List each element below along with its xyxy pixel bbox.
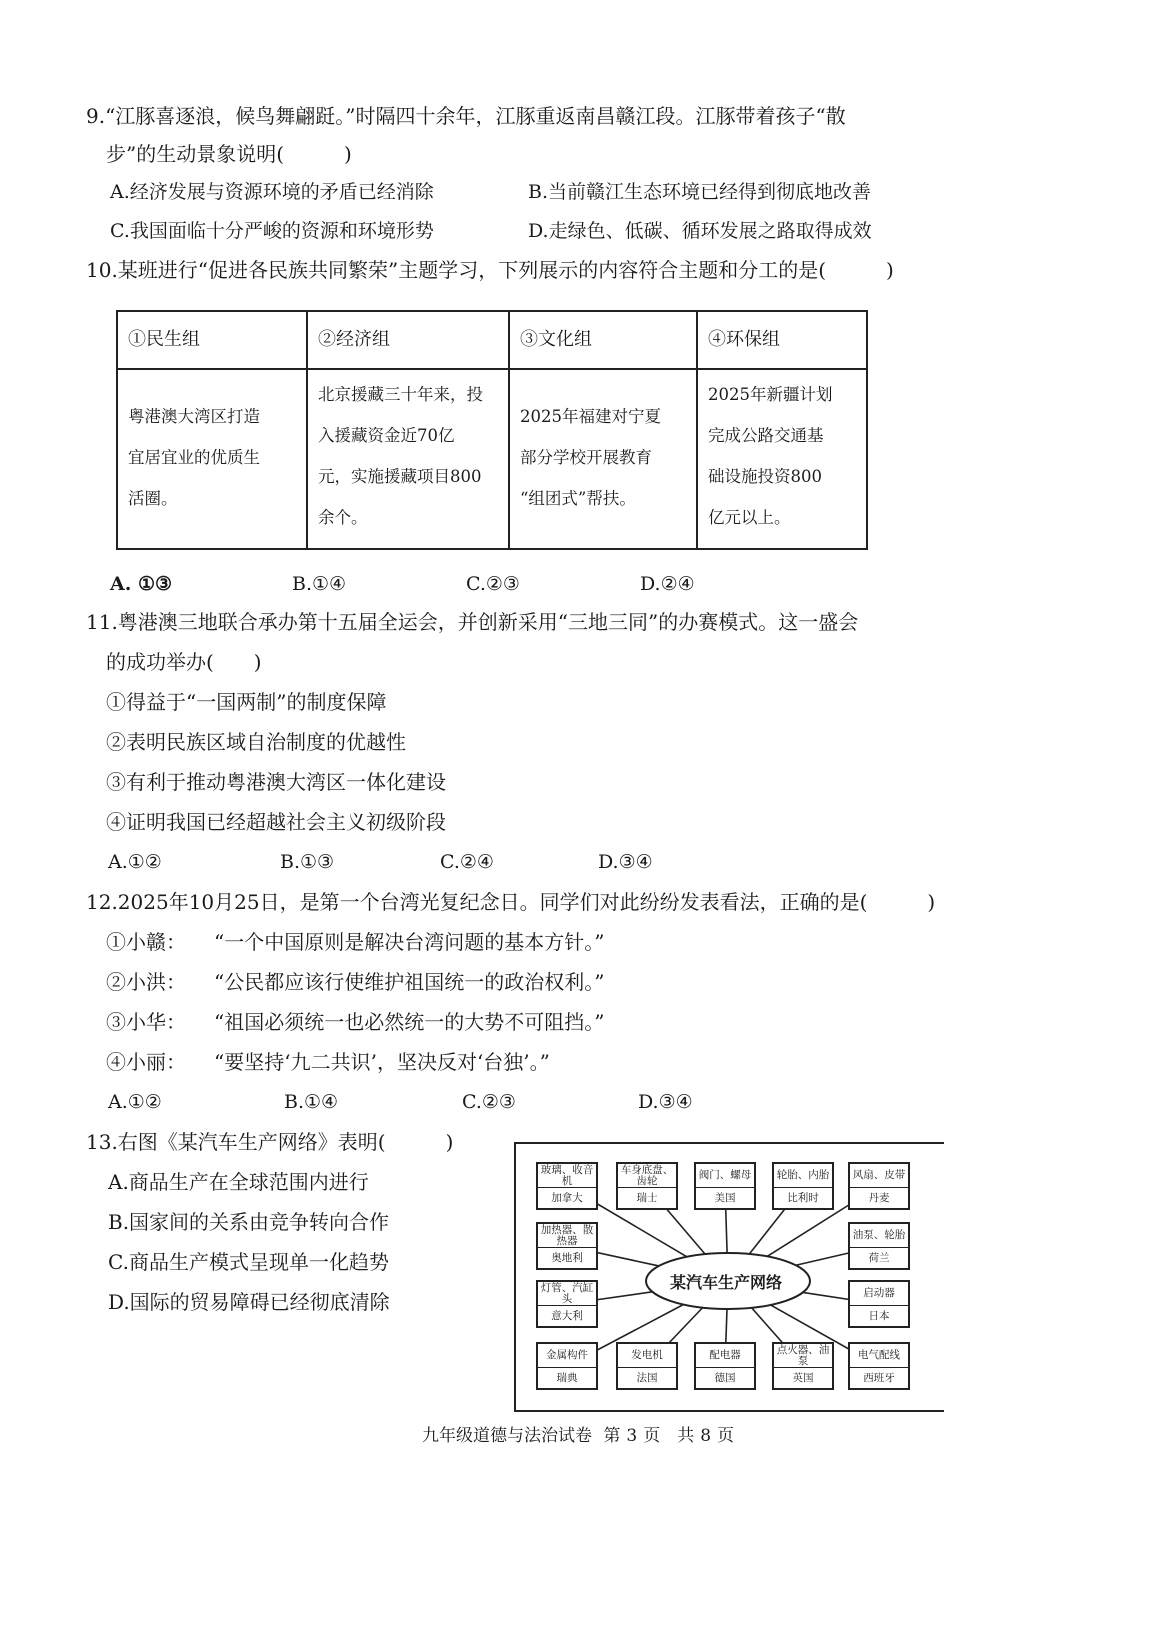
network-node-part: 配电器 bbox=[696, 1344, 754, 1368]
table-header-divider bbox=[118, 368, 866, 370]
network-node bbox=[772, 1162, 834, 1210]
network-node bbox=[848, 1280, 910, 1328]
q11-stem-line2: 的成功举办( ) bbox=[106, 650, 262, 674]
table-cell-culture: 2025年福建对宁夏 部分学校开展教育 “组团式”帮扶。 bbox=[520, 407, 661, 508]
q10-table bbox=[116, 310, 868, 550]
q12-option-a: A.①② bbox=[108, 1091, 162, 1113]
network-node bbox=[536, 1162, 598, 1210]
q9-stem-line1: 9.“江豚喜逐浪，候鸟舞翩跹。”时隔四十余年，江豚重返南昌赣江段。江豚带着孩子“散 bbox=[86, 104, 846, 128]
network-node bbox=[616, 1342, 678, 1390]
footer-title: 九年级道德与法治试卷 bbox=[421, 1426, 592, 1446]
network-node bbox=[536, 1222, 598, 1270]
network-node-country: 瑞士 bbox=[636, 1192, 658, 1204]
q11-option-d: D.③④ bbox=[598, 851, 653, 873]
q11-option-c: C.②④ bbox=[440, 851, 494, 873]
q13-option-b: B.国家间的关系由竞争转向合作 bbox=[108, 1210, 390, 1234]
table-header-environment: ④环保组 bbox=[708, 329, 780, 350]
footer-page-total: 8 bbox=[700, 1426, 712, 1446]
footer-page-number: 3 bbox=[626, 1426, 638, 1446]
network-node bbox=[848, 1222, 910, 1270]
q13-option-d: D.国际的贸易障碍已经彻底清除 bbox=[108, 1290, 390, 1314]
network-node-country: 荷兰 bbox=[868, 1252, 890, 1264]
network-node-country: 日本 bbox=[868, 1310, 890, 1322]
network-node-part: 阀门、螺母 bbox=[696, 1164, 754, 1188]
q12-speaker-1: ①小赣： bbox=[106, 930, 186, 954]
q12-statement-4: “要坚持‘九二共识’，坚决反对‘台独’。” bbox=[214, 1050, 550, 1074]
q12-speaker-3: ③小华： bbox=[106, 1010, 186, 1034]
q10-option-d: D.②④ bbox=[640, 573, 695, 595]
footer-page-mid: 页 共 bbox=[643, 1426, 695, 1446]
q13-stem: 13.右图《某汽车生产网络》表明( ) bbox=[86, 1130, 454, 1154]
q13-option-a: A.商品生产在全球范围内进行 bbox=[108, 1170, 369, 1194]
table-cell-livelihood: 粤港澳大湾区打造 宜居宜业的优质生 活圈。 bbox=[128, 407, 260, 508]
production-network-diagram bbox=[514, 1142, 944, 1412]
network-node-country: 比利时 bbox=[787, 1192, 819, 1204]
q12-stem: 12.2025年10月25日，是第一个台湾光复纪念日。同学们对此纷纷发表看法，正确的是( ) bbox=[86, 890, 936, 914]
q9-option-b: B.当前赣江生态环境已经得到彻底地改善 bbox=[528, 181, 872, 203]
q12-option-d: D.③④ bbox=[638, 1091, 693, 1113]
network-node-part: 车身底盘、齿轮 bbox=[618, 1164, 676, 1188]
network-node bbox=[694, 1162, 756, 1210]
network-node bbox=[848, 1162, 910, 1210]
network-node-country: 法国 bbox=[636, 1372, 658, 1384]
network-node-part: 点火器、油泵 bbox=[774, 1344, 832, 1368]
network-node-country: 英国 bbox=[792, 1372, 814, 1384]
footer-page-suffix: 页 bbox=[717, 1426, 735, 1446]
network-node-part: 发电机 bbox=[618, 1344, 676, 1368]
footer-page-prefix: 第 bbox=[603, 1426, 621, 1446]
table-header-livelihood: ①民生组 bbox=[128, 329, 200, 350]
q11-stem-line1: 11.粤港澳三地联合承办第十五届全运会，并创新采用“三地三同”的办赛模式。这一盛会 bbox=[86, 610, 859, 634]
q10-option-b: B.①④ bbox=[292, 573, 347, 595]
network-node bbox=[848, 1342, 910, 1390]
network-node-country: 德国 bbox=[714, 1372, 736, 1384]
network-node-country: 丹麦 bbox=[868, 1192, 890, 1204]
q11-item-3: ③有利于推动粤港澳大湾区一体化建设 bbox=[106, 770, 446, 794]
network-node-part: 灯管、汽缸头 bbox=[538, 1282, 596, 1306]
q12-option-b: B.①④ bbox=[284, 1091, 339, 1113]
network-node bbox=[536, 1342, 598, 1390]
network-node bbox=[694, 1342, 756, 1390]
table-cell-economy: 北京援藏三十年来，投 入援藏资金近70亿 元，实施援藏项目800 余个。 bbox=[318, 385, 483, 527]
table-header-culture: ③文化组 bbox=[520, 329, 592, 350]
network-node-part: 电气配线 bbox=[850, 1344, 908, 1368]
network-center-label: 某汽车生产网络 bbox=[670, 1273, 783, 1292]
network-node bbox=[536, 1280, 598, 1328]
q11-item-2: ②表明民族区域自治制度的优越性 bbox=[106, 730, 406, 754]
network-node-country: 瑞典 bbox=[556, 1372, 578, 1384]
q10-stem: 10.某班进行“促进各民族共同繁荣”主题学习，下列展示的内容符合主题和分工的是( ) bbox=[86, 258, 894, 282]
q12-option-c: C.②③ bbox=[462, 1091, 516, 1113]
q12-speaker-2: ②小洪： bbox=[106, 970, 186, 994]
q9-option-d: D.走绿色、低碳、循环发展之路取得成效 bbox=[528, 220, 872, 242]
q10-option-c: C.②③ bbox=[466, 573, 520, 595]
q10-option-a: A. ①③ bbox=[110, 573, 173, 595]
table-col-divider bbox=[696, 312, 698, 548]
network-node-country: 美国 bbox=[714, 1192, 736, 1204]
network-node bbox=[772, 1342, 834, 1390]
network-node-part: 玻璃、收音机 bbox=[538, 1164, 596, 1188]
q12-statement-2: “公民都应该行使维护祖国统一的政治权利。” bbox=[214, 970, 605, 994]
network-node bbox=[616, 1162, 678, 1210]
q12-speaker-4: ④小丽： bbox=[106, 1050, 186, 1074]
network-node-part: 轮胎、内胎 bbox=[774, 1164, 832, 1188]
page-footer bbox=[0, 1424, 1156, 1448]
network-node-country: 意大利 bbox=[551, 1310, 583, 1322]
q9-option-a: A.经济发展与资源环境的矛盾已经消除 bbox=[110, 181, 434, 203]
table-header-economy: ②经济组 bbox=[318, 329, 390, 350]
network-node-country: 西班牙 bbox=[863, 1372, 895, 1384]
q13-option-c: C.商品生产模式呈现单一化趋势 bbox=[108, 1250, 389, 1274]
q12-statement-3: “祖国必须统一也必然统一的大势不可阻挡。” bbox=[214, 1010, 605, 1034]
network-node-country: 奥地利 bbox=[551, 1252, 583, 1264]
network-node-part: 启动器 bbox=[850, 1282, 908, 1306]
table-col-divider bbox=[508, 312, 510, 548]
table-col-divider bbox=[306, 312, 308, 548]
q11-item-1: ①得益于“一国两制”的制度保障 bbox=[106, 690, 387, 714]
q11-item-4: ④证明我国已经超越社会主义初级阶段 bbox=[106, 810, 446, 834]
table-cell-environment: 2025年新疆计划 完成公路交通基 础设施投资800 亿元以上。 bbox=[708, 385, 833, 527]
q12-statement-1: “一个中国原则是解决台湾问题的基本方针。” bbox=[214, 930, 605, 954]
q11-option-a: A.①② bbox=[108, 851, 162, 873]
q9-stem-line2: 步”的生动景象说明( ) bbox=[106, 142, 352, 166]
network-node-part: 油泵、轮胎 bbox=[850, 1224, 908, 1248]
network-node-part: 风扇、皮带 bbox=[850, 1164, 908, 1188]
q9-option-c: C.我国面临十分严峻的资源和环境形势 bbox=[110, 220, 434, 242]
network-node-part: 加热器、散热器 bbox=[538, 1224, 596, 1248]
q11-option-b: B.①③ bbox=[280, 851, 335, 873]
network-node-part: 金属构件 bbox=[538, 1344, 596, 1368]
network-node-country: 加拿大 bbox=[551, 1192, 583, 1204]
